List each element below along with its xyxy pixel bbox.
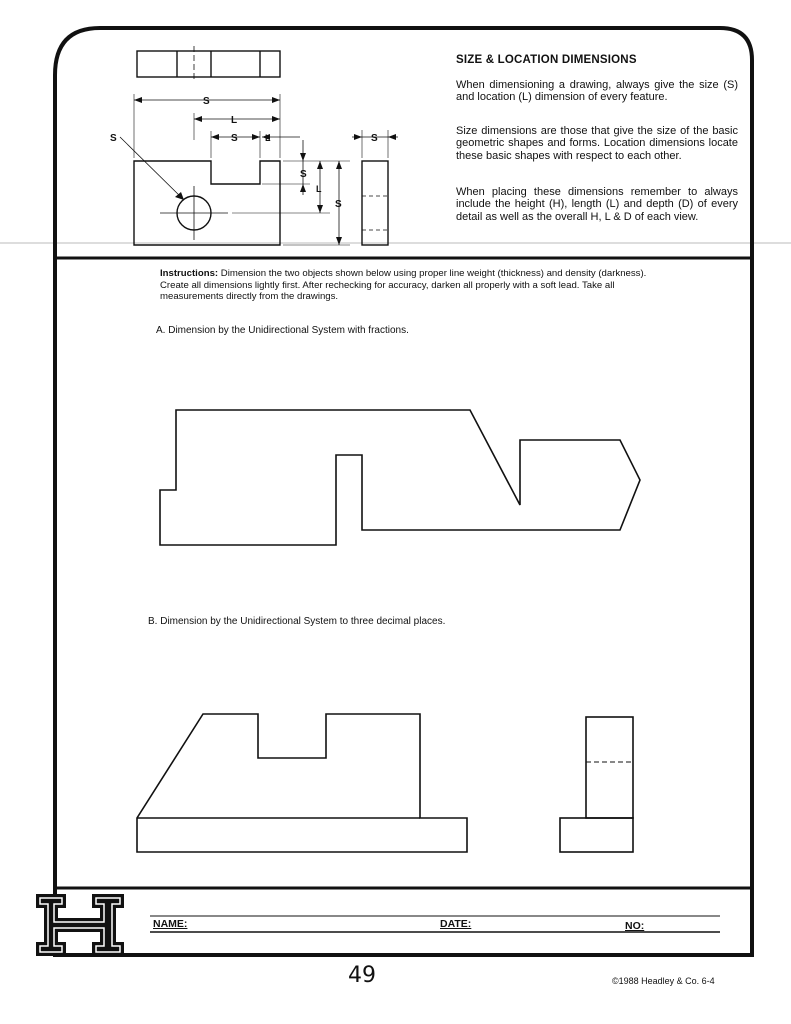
- no-label: NO:: [625, 920, 645, 932]
- section-b-heading: B. Dimension by the Unidirectional System to three decimal places.: [148, 616, 446, 627]
- section-a-heading: A. Dimension by the Unidirectional System with fractions.: [156, 325, 409, 336]
- label-s-slot: S: [231, 133, 238, 144]
- example-top-view: [137, 51, 280, 77]
- object-a-outline: [160, 410, 640, 545]
- example-drawing: [120, 46, 398, 245]
- label-s-hole: S: [110, 133, 117, 144]
- example-side-view: [362, 161, 388, 245]
- label-s-depth: S: [371, 133, 378, 144]
- instructions: [160, 268, 660, 303]
- label-l-slot: L: [265, 133, 271, 143]
- copyright: ©1988 Headley & Co. 6-4: [612, 976, 715, 986]
- instructions-label: Instructions:: [160, 268, 219, 279]
- object-b-side-view: [560, 717, 633, 852]
- object-b-front-view: [137, 714, 467, 852]
- page-number: 49: [348, 963, 376, 988]
- label-s-height: S: [335, 199, 342, 210]
- page-title: SIZE & LOCATION DIMENSIONS: [456, 54, 637, 66]
- intro-paragraph-1: When dimensioning a drawing, always give the size (S) and location (L) dimension of every feature.: [456, 79, 738, 104]
- label-l-hole: L: [231, 115, 238, 126]
- label-l-hole-height: L: [316, 184, 322, 194]
- label-s-overall: S: [203, 96, 210, 107]
- h-logo: [36, 894, 124, 956]
- intro-paragraph-3: When placing these dimensions remember to always include the height (H), length (L) and depth (D) of every detail as well as the overall H, L & D of each view.: [456, 186, 738, 223]
- intro-paragraph-2: Size dimensions are those that give the size of the basic geometric shapes and forms. Location dimensions locate these basic shapes with respect to each other.: [456, 125, 738, 162]
- name-label: NAME:: [153, 918, 188, 930]
- date-label: DATE:: [440, 918, 472, 930]
- label-s-slot-depth: S: [300, 169, 307, 180]
- instructions-text: Dimension the two objects shown below using proper line weight (thickness) and density (darkness). Create all dimensions lightly first. After rechecking for accuracy, darken all properly with a soft lead. Take all measurements directly from the drawings.: [160, 268, 647, 303]
